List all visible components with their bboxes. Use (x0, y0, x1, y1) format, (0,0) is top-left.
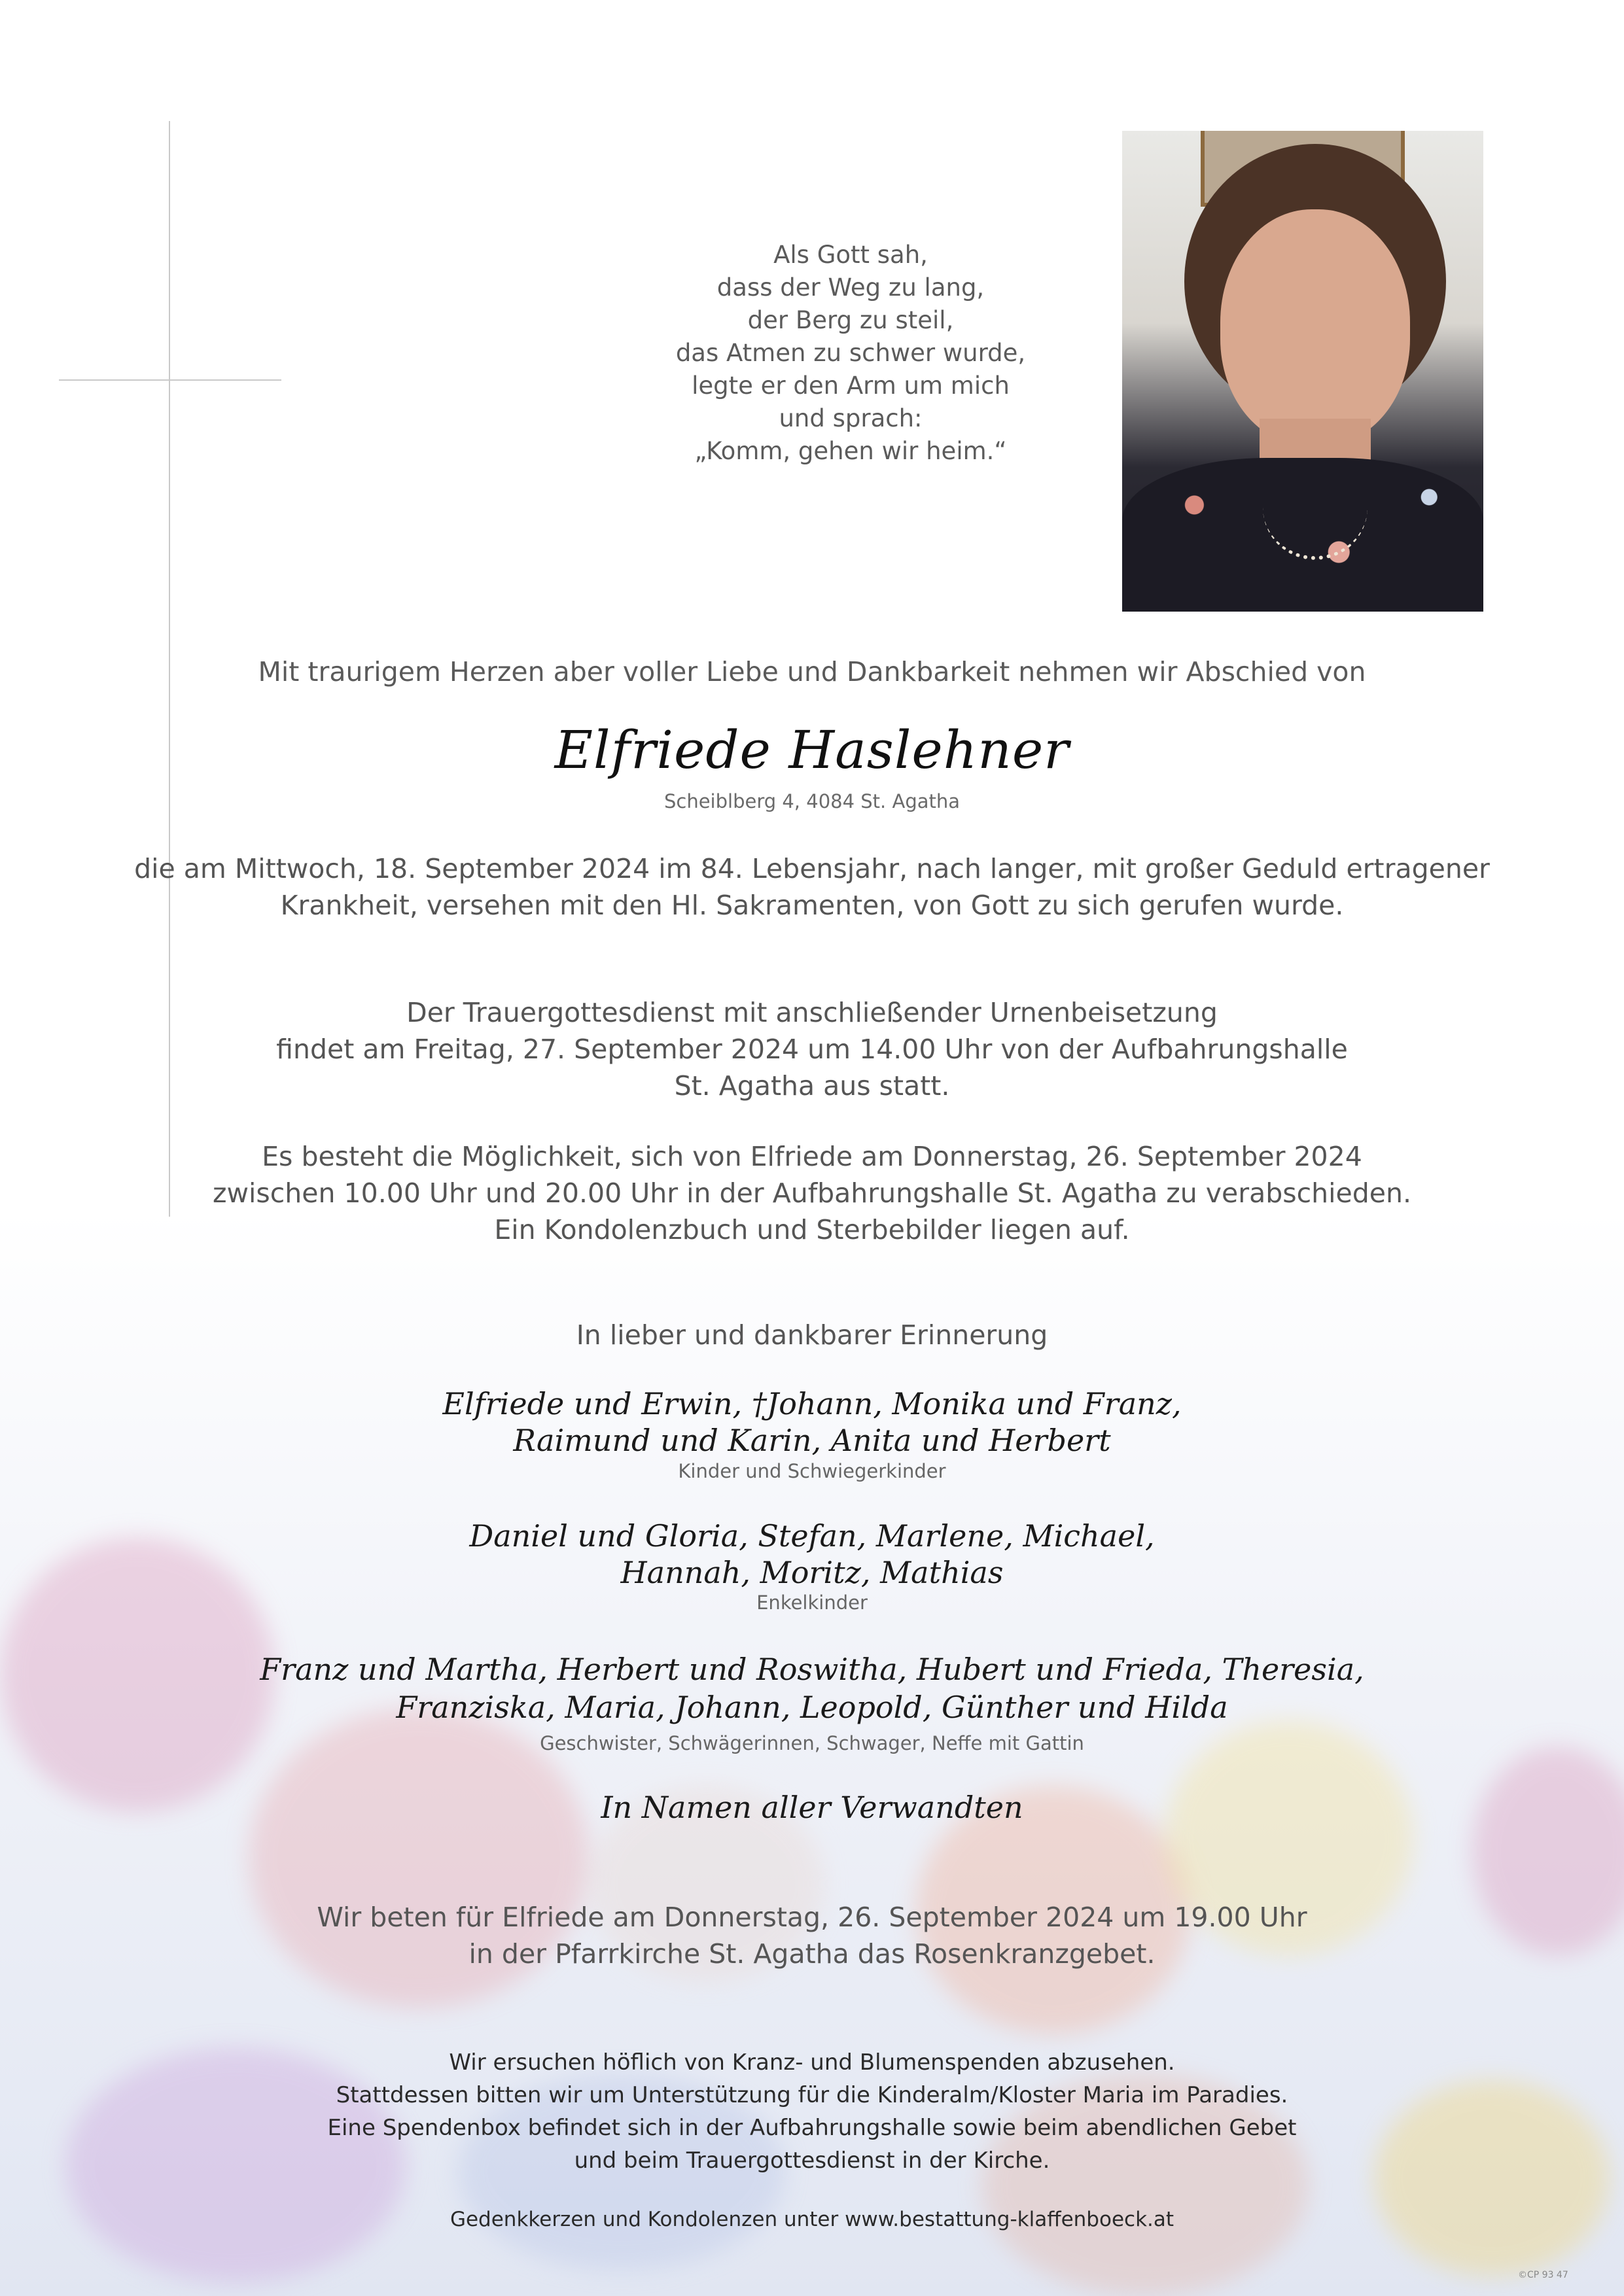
remembrance-heading: In lieber und dankbarer Erinnerung (576, 1319, 1048, 1351)
donation-request: Wir ersuchen höflich von Kranz- und Blumenspenden abzusehen. Stattdessen bitten wir um Unterstützung für die Kinderalm/Kloster Maria im Paradies. Eine Spendenbox befindet sich in der Aufbahrungshalle sowie beim abendlichen Gebet und beim Trauergottesdienst in der Kirche. (327, 2049, 1297, 2174)
mourners-grandchildren: Daniel und Gloria, Stefan, Marlene, Michael, Hannah, Moritz, Mathias (469, 1518, 1155, 1590)
photo-face (1220, 209, 1410, 445)
deceased-name: Elfriede Haslehner (554, 720, 1070, 780)
mourners-siblings-relation: Geschwister, Schwägerinnen, Schwager, Neffe mit Gattin (540, 1732, 1084, 1754)
rosary-prayer-info: Wir beten für Elfriede am Donnerstag, 26. September 2024 um 19.00 Uhr in der Pfarrkirche St. Agatha das Rosenkranzgebet. (317, 1902, 1307, 1970)
death-notice: die am Mittwoch, 18. September 2024 im 84. Lebensjahr, nach langer, mit großer Geduld ertragener Krankheit, versehen mit den Hl. Sakramenten, von Gott zu sich gerufen wurde. (134, 853, 1490, 921)
mourners-grandchildren-relation: Enkelkinder (756, 1592, 868, 1614)
mourners-siblings: Franz und Martha, Herbert und Roswitha, Hubert und Frieda, Theresia, Franziska, Maria, Johann, Leopold, Günther und Hilda (260, 1652, 1364, 1725)
portrait-photo (1122, 131, 1483, 612)
deceased-address: Scheiblberg 4, 4084 St. Agatha (663, 790, 961, 812)
all-relatives-line: In Namen aller Verwandten (601, 1790, 1023, 1825)
farewell-viewing-info: Es besteht die Möglichkeit, sich von Elfriede am Donnerstag, 26. September 2024 zwischen 10.00 Uhr und 20.00 Uhr in der Aufbahrungshalle St. Agatha zu verabschieden. Ein Kondolenzbuch und Sterbebilder liegen auf. (212, 1141, 1412, 1245)
condolence-website: Gedenkkerzen und Kondolenzen unter www.bestattung-klaffenboeck.at (450, 2208, 1174, 2231)
memorial-poem: Als Gott sah, dass der Weg zu lang, der Berg zu steil, das Atmen zu schwer wurde, legte er den Arm um mich und sprach: „Komm, gehen wir heim.“ (675, 241, 1026, 465)
cross-horizontal-line (59, 379, 281, 381)
mourners-children-relation: Kinder und Schwiegerkinder (678, 1460, 946, 1482)
funeral-service-info: Der Trauergottesdienst mit anschließender Urnenbeisetzung findet am Freitag, 27. September 2024 um 14.00 Uhr von der Aufbahrungshalle St. Agatha aus statt. (276, 997, 1348, 1102)
corner-code: ©CP 93 47 (1518, 2270, 1568, 2280)
mourners-children: Elfriede und Erwin, †Johann, Monika und Franz, Raimund und Karin, Anita und Herbert (442, 1386, 1182, 1458)
intro-line: Mit traurigem Herzen aber voller Liebe und Dankbarkeit nehmen wir Abschied von (258, 656, 1366, 687)
